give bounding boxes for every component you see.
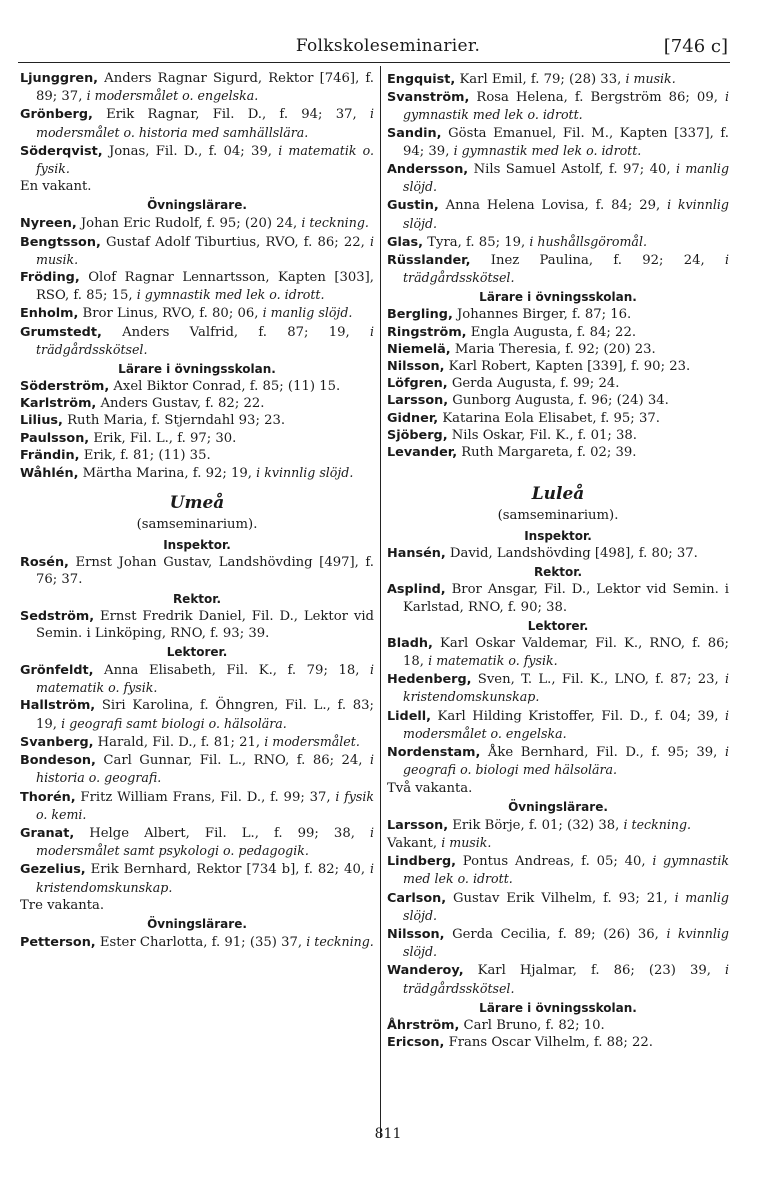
- entry: Gidner, Katarina Eola Elisabet, f. 95; 37.: [387, 410, 660, 426]
- entry: Petterson, Ester Charlotta, f. 91; (35) 37, i teckning.: [20, 933, 374, 950]
- entry: Grumstedt, Anders Valfrid, f. 87; 19, i trädgårdsskötsel.: [20, 323, 374, 357]
- entry: Gustin, Anna Helena Lovisa, f. 84; 29, i kvinnlig slöjd.: [387, 197, 729, 231]
- entry: Bengtsson, Gustaf Adolf Tiburtius, RVO, f. 86; 22, i musik.: [20, 233, 374, 267]
- entry: Löfgren, Gerda Augusta, f. 99; 24.: [387, 376, 620, 392]
- section-heading: Lärare i övningsskolan.: [479, 290, 637, 305]
- entry: Karlström, Anders Gustav, f. 82; 22.: [20, 396, 265, 412]
- entry: Nilsson, Gerda Cecilia, f. 89; (26) 36, i kvinnlig slöjd.: [387, 925, 729, 960]
- entry: Ljunggren, Anders Ragnar Sigurd, Rektor [746], f. 89; 37, i modersmålet o. engelska.: [20, 71, 374, 105]
- entry: Grönfeldt, Anna Elisabeth, Fil. K., f. 79; 18, i matematik o. fysik.: [20, 662, 374, 696]
- entry: Carlson, Gustav Erik Vilhelm, f. 93; 21, i manlig slöjd.: [387, 889, 729, 923]
- section-heading: Lektorer.: [527, 618, 589, 633]
- entry: Fröding, Olof Ragnar Lennartsson, Kapten [303], RSO, f. 85; 15, i gymnastik med lek o. idrott.: [20, 270, 374, 304]
- entry: Åhrström, Carl Bruno, f. 82; 10.: [387, 1017, 605, 1033]
- entry: Svanström, Rosa Helena, f. Bergström 86; 09, i gymnastik med lek o. idrott.: [387, 89, 729, 123]
- running-header: [0, 36, 776, 58]
- column-divider: [380, 66, 381, 1138]
- entry: Bladh, Karl Oskar Valdemar, Fil. K., RNO, f. 86; 18, i matematik o. fysik.: [387, 635, 729, 670]
- vacancy-note: Tre vakanta.: [20, 897, 105, 913]
- right-column: [387, 70, 729, 1051]
- city-heading: Luleå: [531, 484, 585, 505]
- entry: Bondeson, Carl Gunnar, Fil. L., RNO, f. 86; 24, i historia o. geografi.: [20, 752, 374, 786]
- entry: Rosén, Ernst Johan Gustav, Landshövding [497], f. 76; 37.: [20, 555, 374, 588]
- entry: Ericson, Frans Oscar Vilhelm, f. 88; 22.: [387, 1034, 654, 1050]
- entry: Hansén, David, Landshövding [498], f. 80; 37.: [387, 546, 698, 562]
- entry: Nordenstam, Åke Bernhard, Fil. D., f. 95; 39, i geografi o. biologi med hälsolära.: [387, 744, 729, 778]
- section-heading: Inspektor.: [163, 538, 231, 553]
- entry: Lindberg, Pontus Andreas, f. 05; 40, i gymnastik med lek o. idrott.: [387, 853, 730, 887]
- page-reference: [746 c]: [663, 36, 728, 57]
- entry: Hedenberg, Sven, T. L., Fil. K., LNO, f. 87; 23, i kristendomskunskap.: [387, 671, 729, 705]
- entry: Glas, Tyra, f. 85; 19, i hushållsgöromål.: [387, 233, 647, 250]
- entry: Levander, Ruth Margareta, f. 02; 39.: [387, 445, 637, 461]
- section-heading: Lärare i övningsskolan.: [479, 1000, 637, 1015]
- section-heading: Lärare i övningsskolan.: [118, 362, 276, 377]
- seminary-type: (samseminarium).: [497, 508, 619, 524]
- entry: Söderström, Axel Biktor Conrad, f. 85; (11) 15.: [20, 379, 341, 395]
- entry: Rüsslander, Inez Paulina, f. 92; 24, i trädgårdsskötsel.: [387, 252, 729, 286]
- header-rule: [18, 62, 730, 63]
- entry: Vakant, i musik.: [387, 834, 492, 851]
- entry: Bergling, Johannes Birger, f. 87; 16.: [387, 307, 632, 323]
- entry: Niemelä, Maria Theresia, f. 92; (20) 23.: [387, 341, 656, 357]
- section-heading: Lektorer.: [166, 645, 228, 660]
- entry: Wanderoy, Karl Hjalmar, f. 86; (23) 39, i trädgårdsskötsel.: [387, 962, 729, 996]
- entry: Söderqvist, Jonas, Fil. D., f. 04; 39, i matematik o. fysik.: [20, 142, 374, 177]
- entry: Svanberg, Harald, Fil. D., f. 81; 21, i modersmålet.: [20, 733, 360, 750]
- entry: Wåhlén, Märtha Marina, f. 92; 19, i kvinnlig slöjd.: [20, 465, 354, 482]
- entry: Asplind, Bror Ansgar, Fil. D., Lektor vid Semin. i Karlstad, RNO, f. 90; 38.: [387, 582, 729, 615]
- entry: Larsson, Erik Börje, f. 01; (32) 38, i teckning.: [387, 816, 692, 833]
- entry: Ringström, Engla Augusta, f. 84; 22.: [387, 324, 637, 340]
- entry: Paulsson, Erik, Fil. L., f. 97; 30.: [20, 430, 237, 446]
- vacancy-note: Två vakanta.: [387, 780, 473, 796]
- section-heading: Övningslärare.: [147, 916, 247, 931]
- entry: Lidell, Karl Hilding Kristoffer, Fil. D., f. 04; 39, i modersmålet o. engelska.: [387, 707, 729, 741]
- section-heading: Inspektor.: [524, 529, 592, 544]
- entry: Thorén, Fritz William Frans, Fil. D., f. 99; 37, i fysik o. kemi.: [20, 788, 374, 822]
- seminary-type: (samseminarium).: [136, 517, 258, 533]
- page-number: 811: [374, 1126, 402, 1142]
- entry: Andersson, Nils Samuel Astolf, f. 97; 40, i manlig slöjd.: [387, 161, 730, 195]
- entry: Sjöberg, Nils Oskar, Fil. K., f. 01; 38.: [387, 427, 637, 443]
- entry: Frändin, Erik, f. 81; (11) 35.: [20, 447, 211, 463]
- entry: Enholm, Bror Linus, RVO, f. 80; 06, i manlig slöjd.: [20, 305, 353, 322]
- section-heading: Övningslärare.: [147, 198, 247, 213]
- entry: Sandin, Gösta Emanuel, Fil. M., Kapten [337], f. 94; 39, i gymnastik med lek o. idrott.: [387, 125, 729, 159]
- left-column: [20, 70, 374, 951]
- entry: Larsson, Gunborg Augusta, f. 96; (24) 34.: [387, 393, 669, 409]
- section-heading: Rektor.: [172, 591, 222, 606]
- entry: Nyreen, Johan Eric Rudolf, f. 95; (20) 24, i teckning.: [20, 215, 369, 232]
- entry: Lilius, Ruth Maria, f. Stjerndahl 93; 23.: [20, 413, 286, 429]
- entry: Engquist, Karl Emil, f. 79; (28) 33, i musik.: [387, 71, 676, 87]
- entry: Sedström, Ernst Fredrik Daniel, Fil. D., Lektor vid Semin. i Linköping, RNO, f. 93; 39.: [20, 608, 374, 641]
- entry: Gezelius, Erik Bernhard, Rektor [734 b], f. 82; 40, i kristendomskunskap.: [20, 861, 374, 895]
- entry: Grönberg, Erik Ragnar, Fil. D., f. 94; 37, i modersmålet o. historia med samhällslära.: [20, 106, 374, 140]
- city-heading: Umeå: [169, 493, 225, 514]
- entry: Hallström, Siri Karolina, f. Öhngren, Fil. L., f. 83; 19, i geografi samt biologi o. hälsolära.: [20, 698, 374, 732]
- entry: Granat, Helge Albert, Fil. L., f. 99; 38, i modersmålet samt psykologi o. pedagogik.: [20, 824, 374, 859]
- entry: Nilsson, Karl Robert, Kapten [339], f. 90; 23.: [387, 359, 691, 375]
- page-title: Folkskoleseminarier.: [295, 36, 481, 56]
- vacancy-note: En vakant.: [20, 179, 92, 195]
- section-heading: Rektor.: [533, 565, 583, 580]
- section-heading: Övningslärare.: [508, 799, 608, 814]
